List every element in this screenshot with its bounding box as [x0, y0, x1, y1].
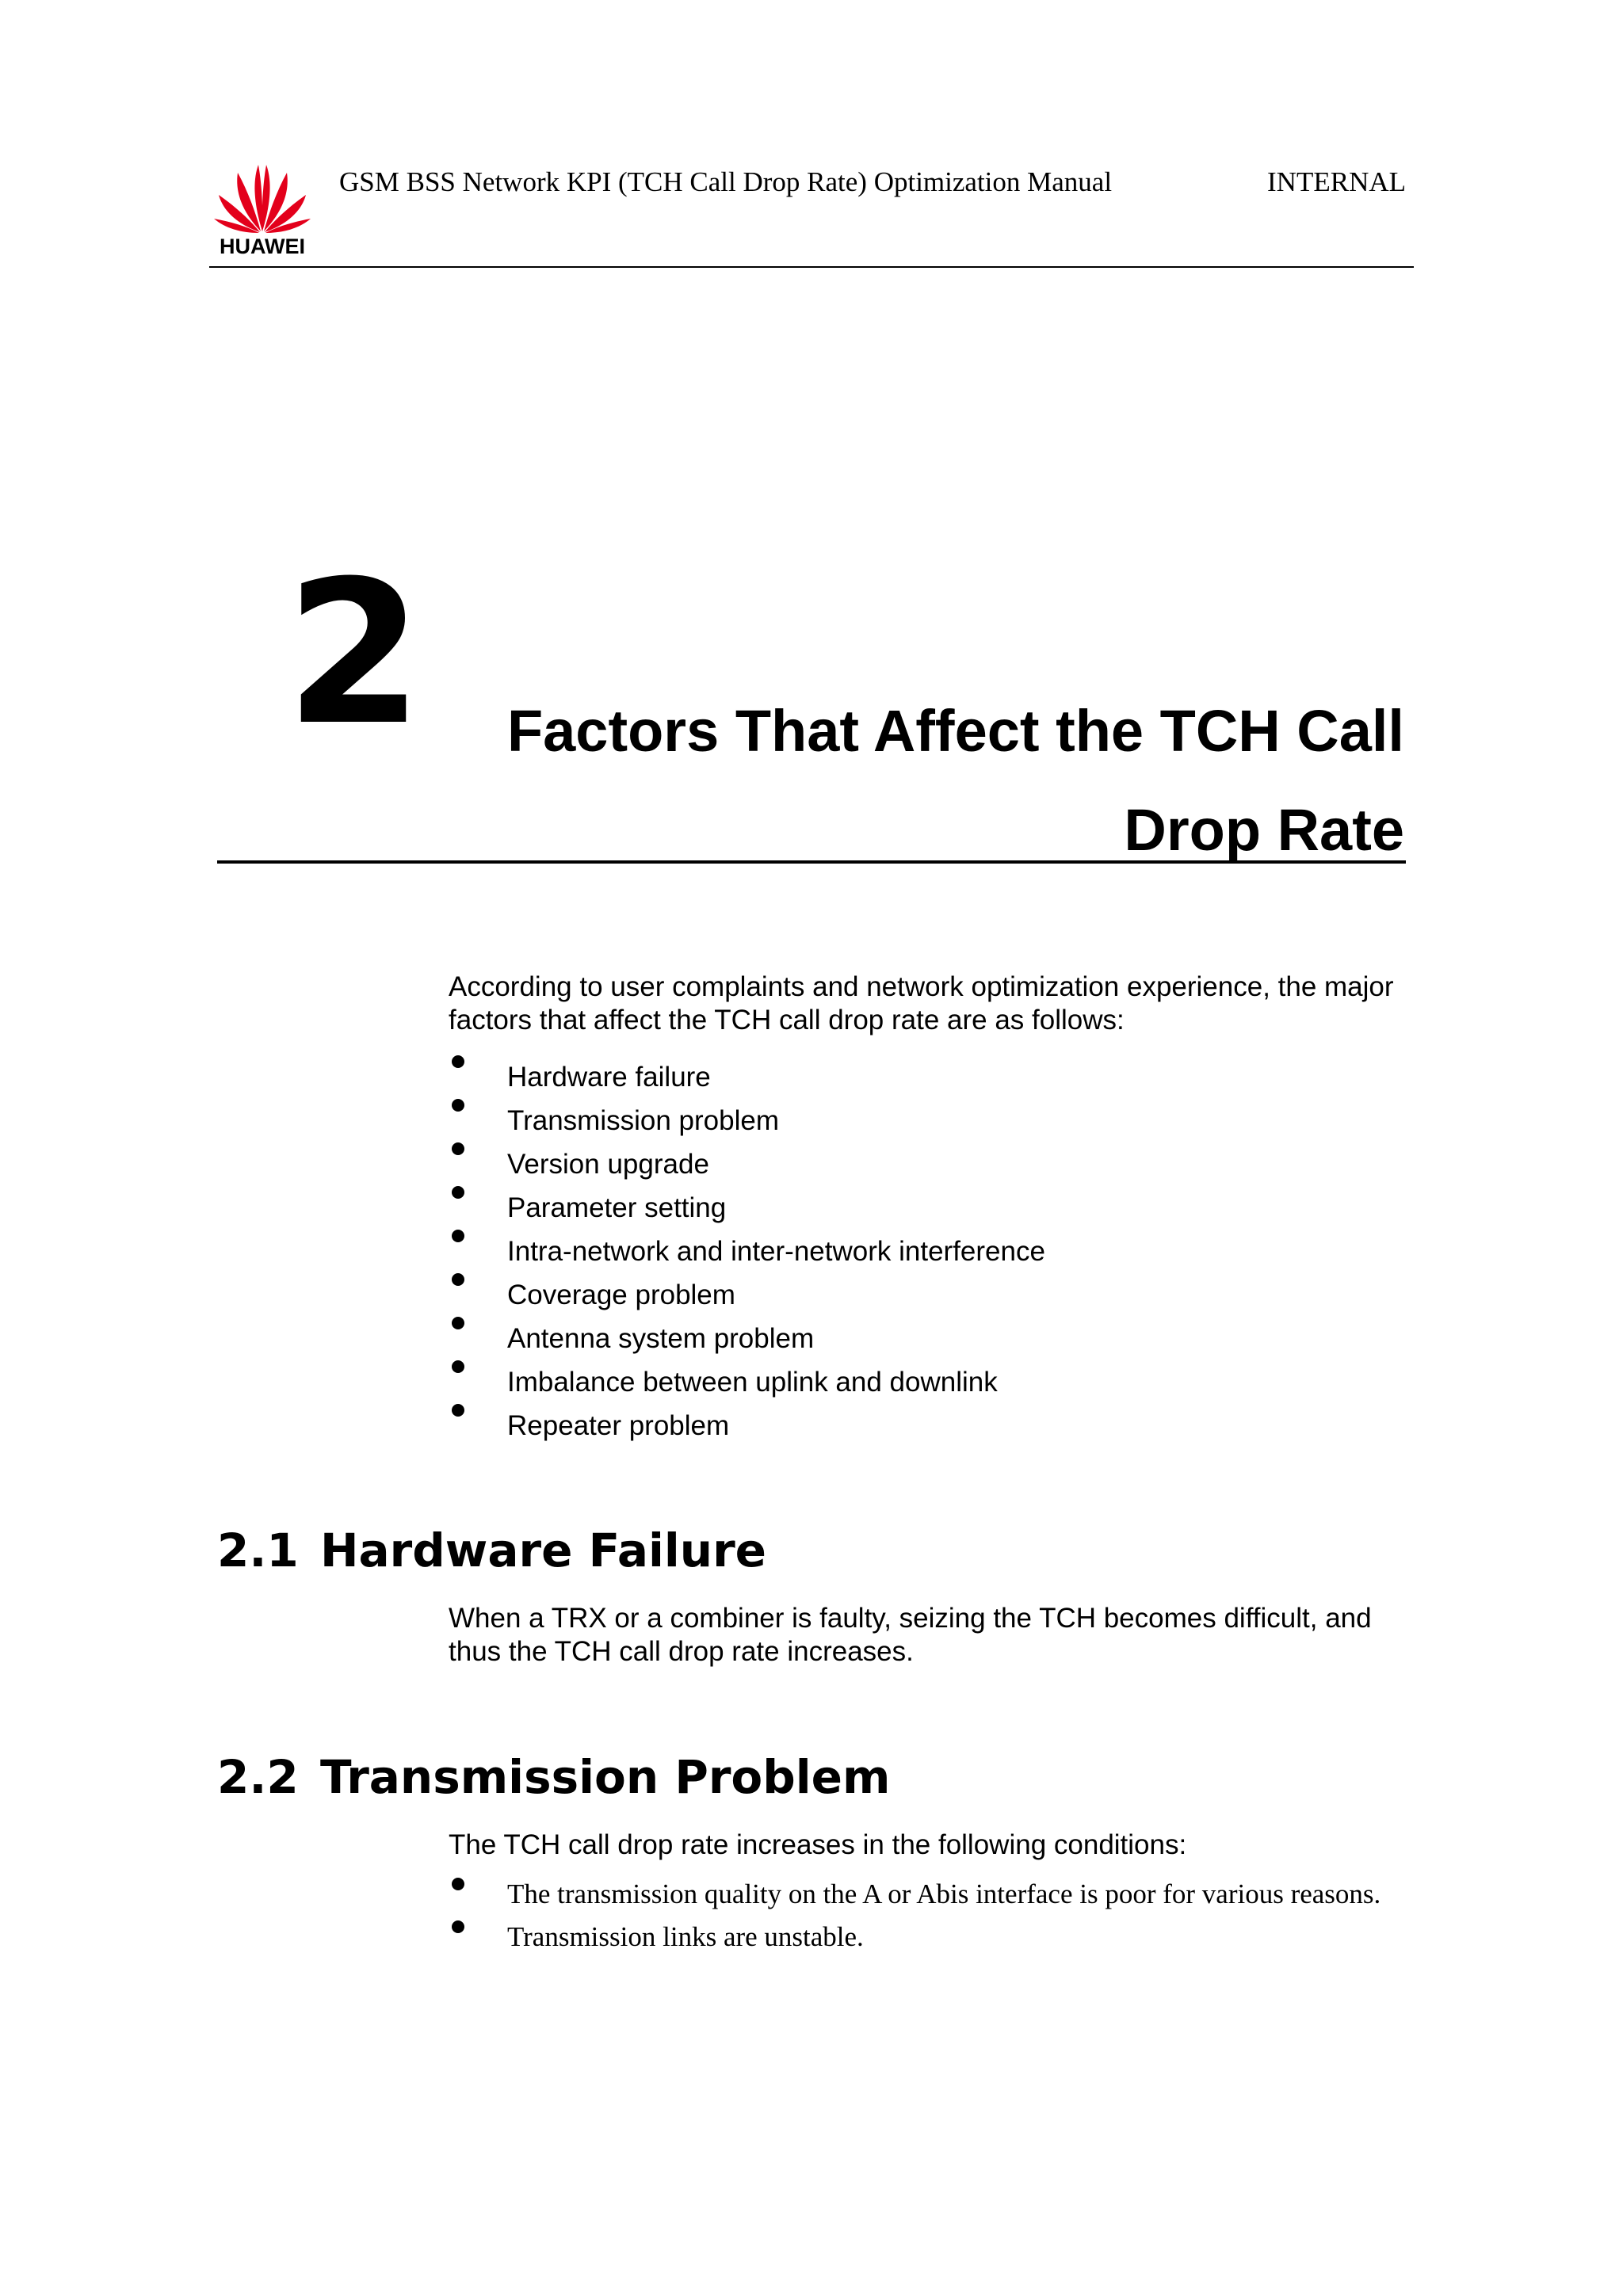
list-item-text: Transmission links are unstable. [507, 1921, 864, 1952]
list-item-text: Antenna system problem [507, 1323, 815, 1354]
section-title: Hardware Failure [320, 1524, 767, 1577]
chapter-title: Factors That Affect the TCH Call Drop Rate [506, 698, 1404, 863]
list-item-text: Intra-network and inter-network interference [507, 1236, 1045, 1267]
section-heading-transmission-problem [217, 1750, 891, 1804]
list-item [449, 1878, 1415, 1911]
section-number: 2.1 [217, 1524, 299, 1577]
logo-wordmark: HUAWEI [220, 235, 305, 258]
list-item [449, 1186, 1415, 1230]
bullet-icon [452, 1055, 464, 1068]
list-item [449, 1142, 1415, 1186]
bullet-icon [452, 1878, 464, 1890]
document-title: GSM BSS Network KPI (TCH Call Drop Rate) Optimization Manual [339, 166, 1113, 197]
chapter-number: 2 [285, 538, 423, 769]
bullet-icon [452, 1142, 464, 1155]
list-item-text: Repeater problem [507, 1410, 730, 1441]
section-number: 2.2 [217, 1750, 299, 1804]
list-item-text: The transmission quality on the A or Abis interface is poor for various reasons. [507, 1878, 1381, 1909]
list-item-text: Version upgrade [507, 1149, 709, 1180]
section-heading-hardware-failure [217, 1524, 767, 1577]
header-divider [209, 266, 1414, 268]
list-item [449, 1099, 1415, 1142]
list-item-text: Imbalance between uplink and downlink [507, 1367, 998, 1398]
bullet-icon [452, 1230, 464, 1242]
section-paragraph: The TCH call drop rate increases in the following conditions: [449, 1829, 1187, 1860]
transmission-conditions-list [449, 1878, 1415, 1963]
list-item [449, 1920, 1415, 1954]
list-item [449, 1360, 1415, 1404]
list-item-text: Transmission problem [507, 1105, 779, 1136]
bullet-icon [452, 1317, 464, 1329]
bullet-icon [452, 1099, 464, 1112]
list-item [449, 1055, 1415, 1099]
classification-label: INTERNAL [1267, 166, 1406, 197]
bullet-icon [452, 1920, 464, 1933]
list-item [449, 1273, 1415, 1317]
list-item-text: Parameter setting [507, 1192, 727, 1223]
list-item-text: Hardware failure [507, 1062, 711, 1093]
bullet-icon [452, 1360, 464, 1373]
list-item [449, 1230, 1415, 1273]
chapter-divider [217, 860, 1406, 864]
section-paragraph: When a TRX or a combiner is faulty, seizing the TCH becomes difficult, and thus the TCH call drop rate increases. [449, 1603, 1372, 1667]
list-item-text: Coverage problem [507, 1280, 735, 1310]
huawei-petals-icon [211, 158, 314, 235]
huawei-logo [211, 158, 314, 261]
section-title: Transmission Problem [320, 1750, 891, 1804]
list-item [449, 1404, 1415, 1447]
factor-list [449, 1055, 1415, 1447]
intro-paragraph: According to user complaints and network optimization experience, the major factors that affect the TCH call drop rate are as follows: [449, 971, 1394, 1035]
bullet-icon [452, 1186, 464, 1199]
bullet-icon [452, 1273, 464, 1286]
list-item [449, 1317, 1415, 1360]
bullet-icon [452, 1404, 464, 1417]
